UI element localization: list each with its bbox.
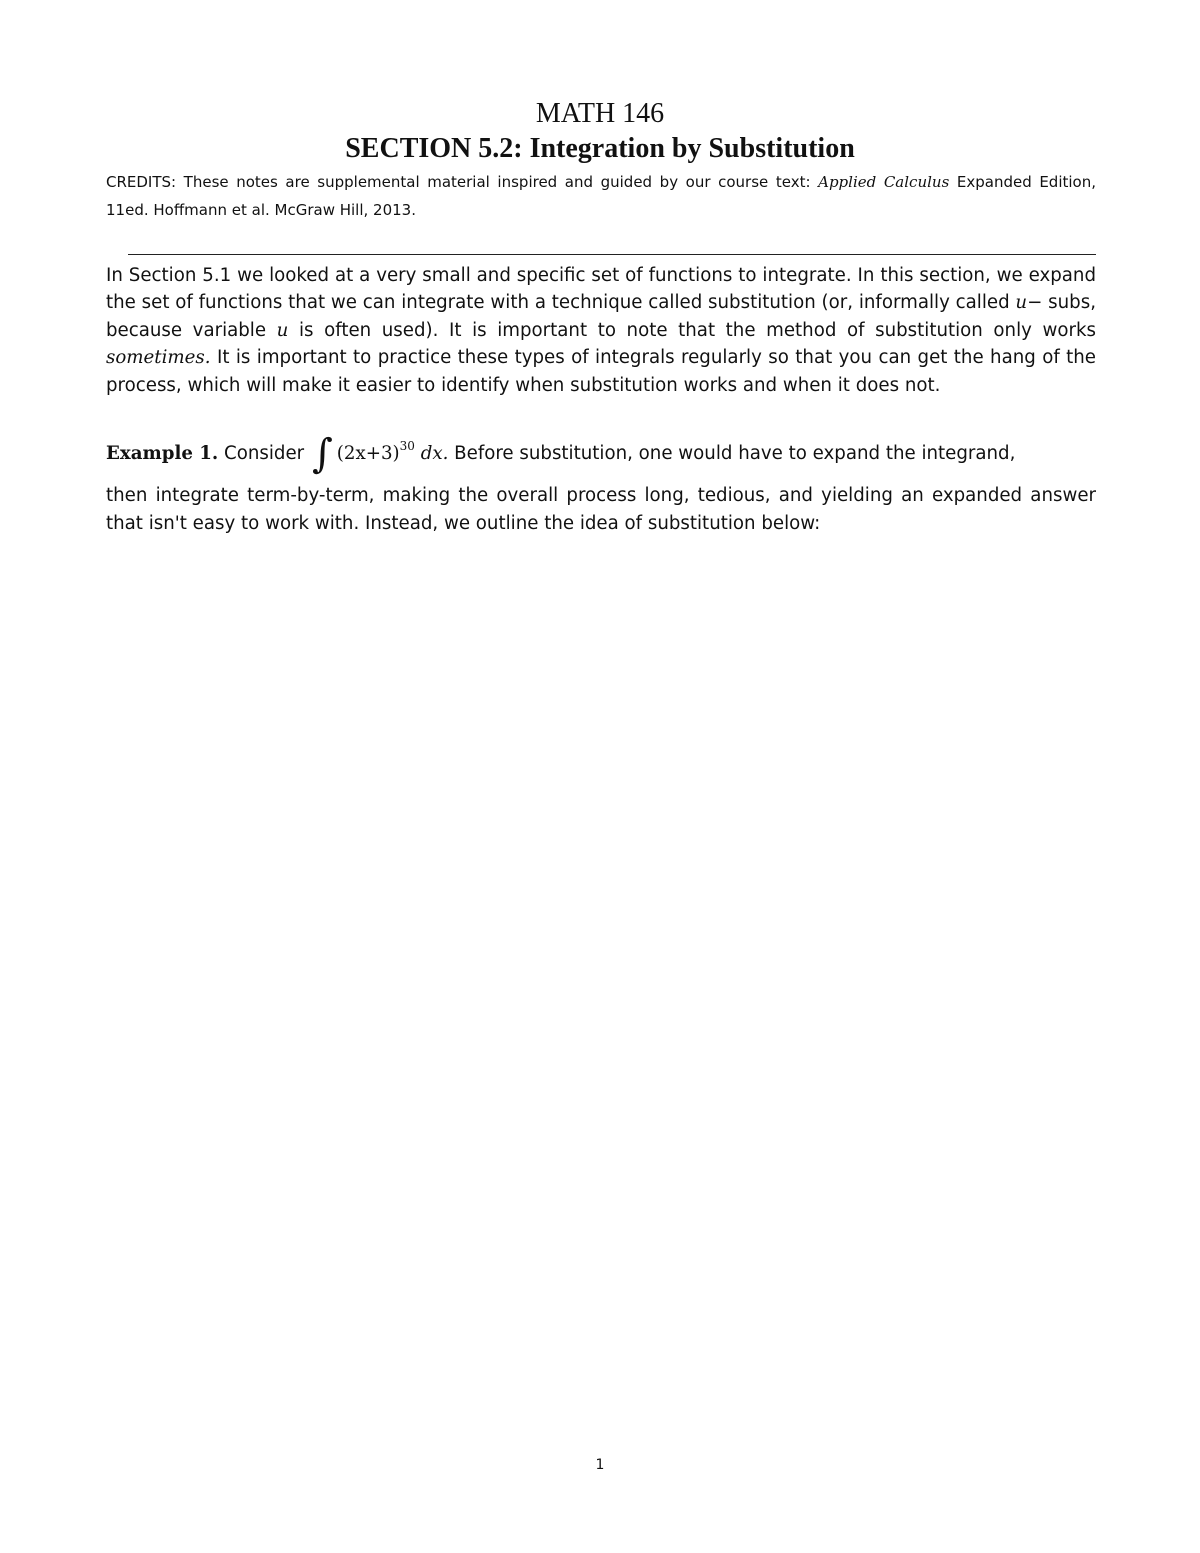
document-header xyxy=(106,96,1094,166)
book-title: Applied Calculus xyxy=(818,173,950,191)
intro-text-4: It is important to practice these types of integrals regularly so that you can get the hang of the process, which will make it easier to identify when substitution works and when it does not. xyxy=(106,347,1096,396)
integral-sign: ∫ xyxy=(311,431,333,477)
intro-text-1: In Section 5.1 we looked at a very small and specific set of functions to integrate. In this section, we expand the set of functions that we can integrate with a technique called substitution (or, informally called xyxy=(106,265,1096,314)
integrand-base: (2x+3) xyxy=(336,443,400,464)
section-title: SECTION 5.2: Integration by Substitution xyxy=(345,133,855,164)
variable-u: u xyxy=(1015,292,1028,314)
horizontal-rule xyxy=(128,254,1096,255)
credits-text-before: CREDITS: These notes are supplemental material inspired and guided by our course text: xyxy=(106,173,819,191)
variable-u: u xyxy=(276,319,289,341)
course-title: MATH 146 xyxy=(535,98,665,129)
credits-text-after: Expanded Edition, 11ed. Hoffmann et al. McGraw Hill, 2013. xyxy=(106,173,1096,219)
integrand-exponent: 30 xyxy=(399,439,415,453)
integrand-expression xyxy=(336,439,449,464)
emphasis-sometimes: sometimes. xyxy=(106,347,211,369)
example-consider: Consider xyxy=(218,443,310,464)
credits-paragraph xyxy=(106,168,1096,224)
example-first-line xyxy=(106,431,1096,482)
integrand-differential: dx. xyxy=(414,443,449,464)
intro-text-3: is often used). It is important to note that the method of substitution only works xyxy=(288,319,1096,341)
example-after-integral: Before substitution, one would have to expand the integrand, xyxy=(448,443,1016,464)
example-label: Example 1. xyxy=(106,443,219,464)
intro-paragraph xyxy=(106,262,1096,399)
page-number: 1 xyxy=(595,1457,605,1473)
example-1 xyxy=(106,431,1096,538)
example-body: then integrate term-by-term, making the overall process long, tedious, and yielding an expanded answer that isn't easy to work with. Instead, we outline the idea of substitution below: xyxy=(106,485,1096,534)
intro-text-2: − subs, because variable xyxy=(106,292,1096,341)
